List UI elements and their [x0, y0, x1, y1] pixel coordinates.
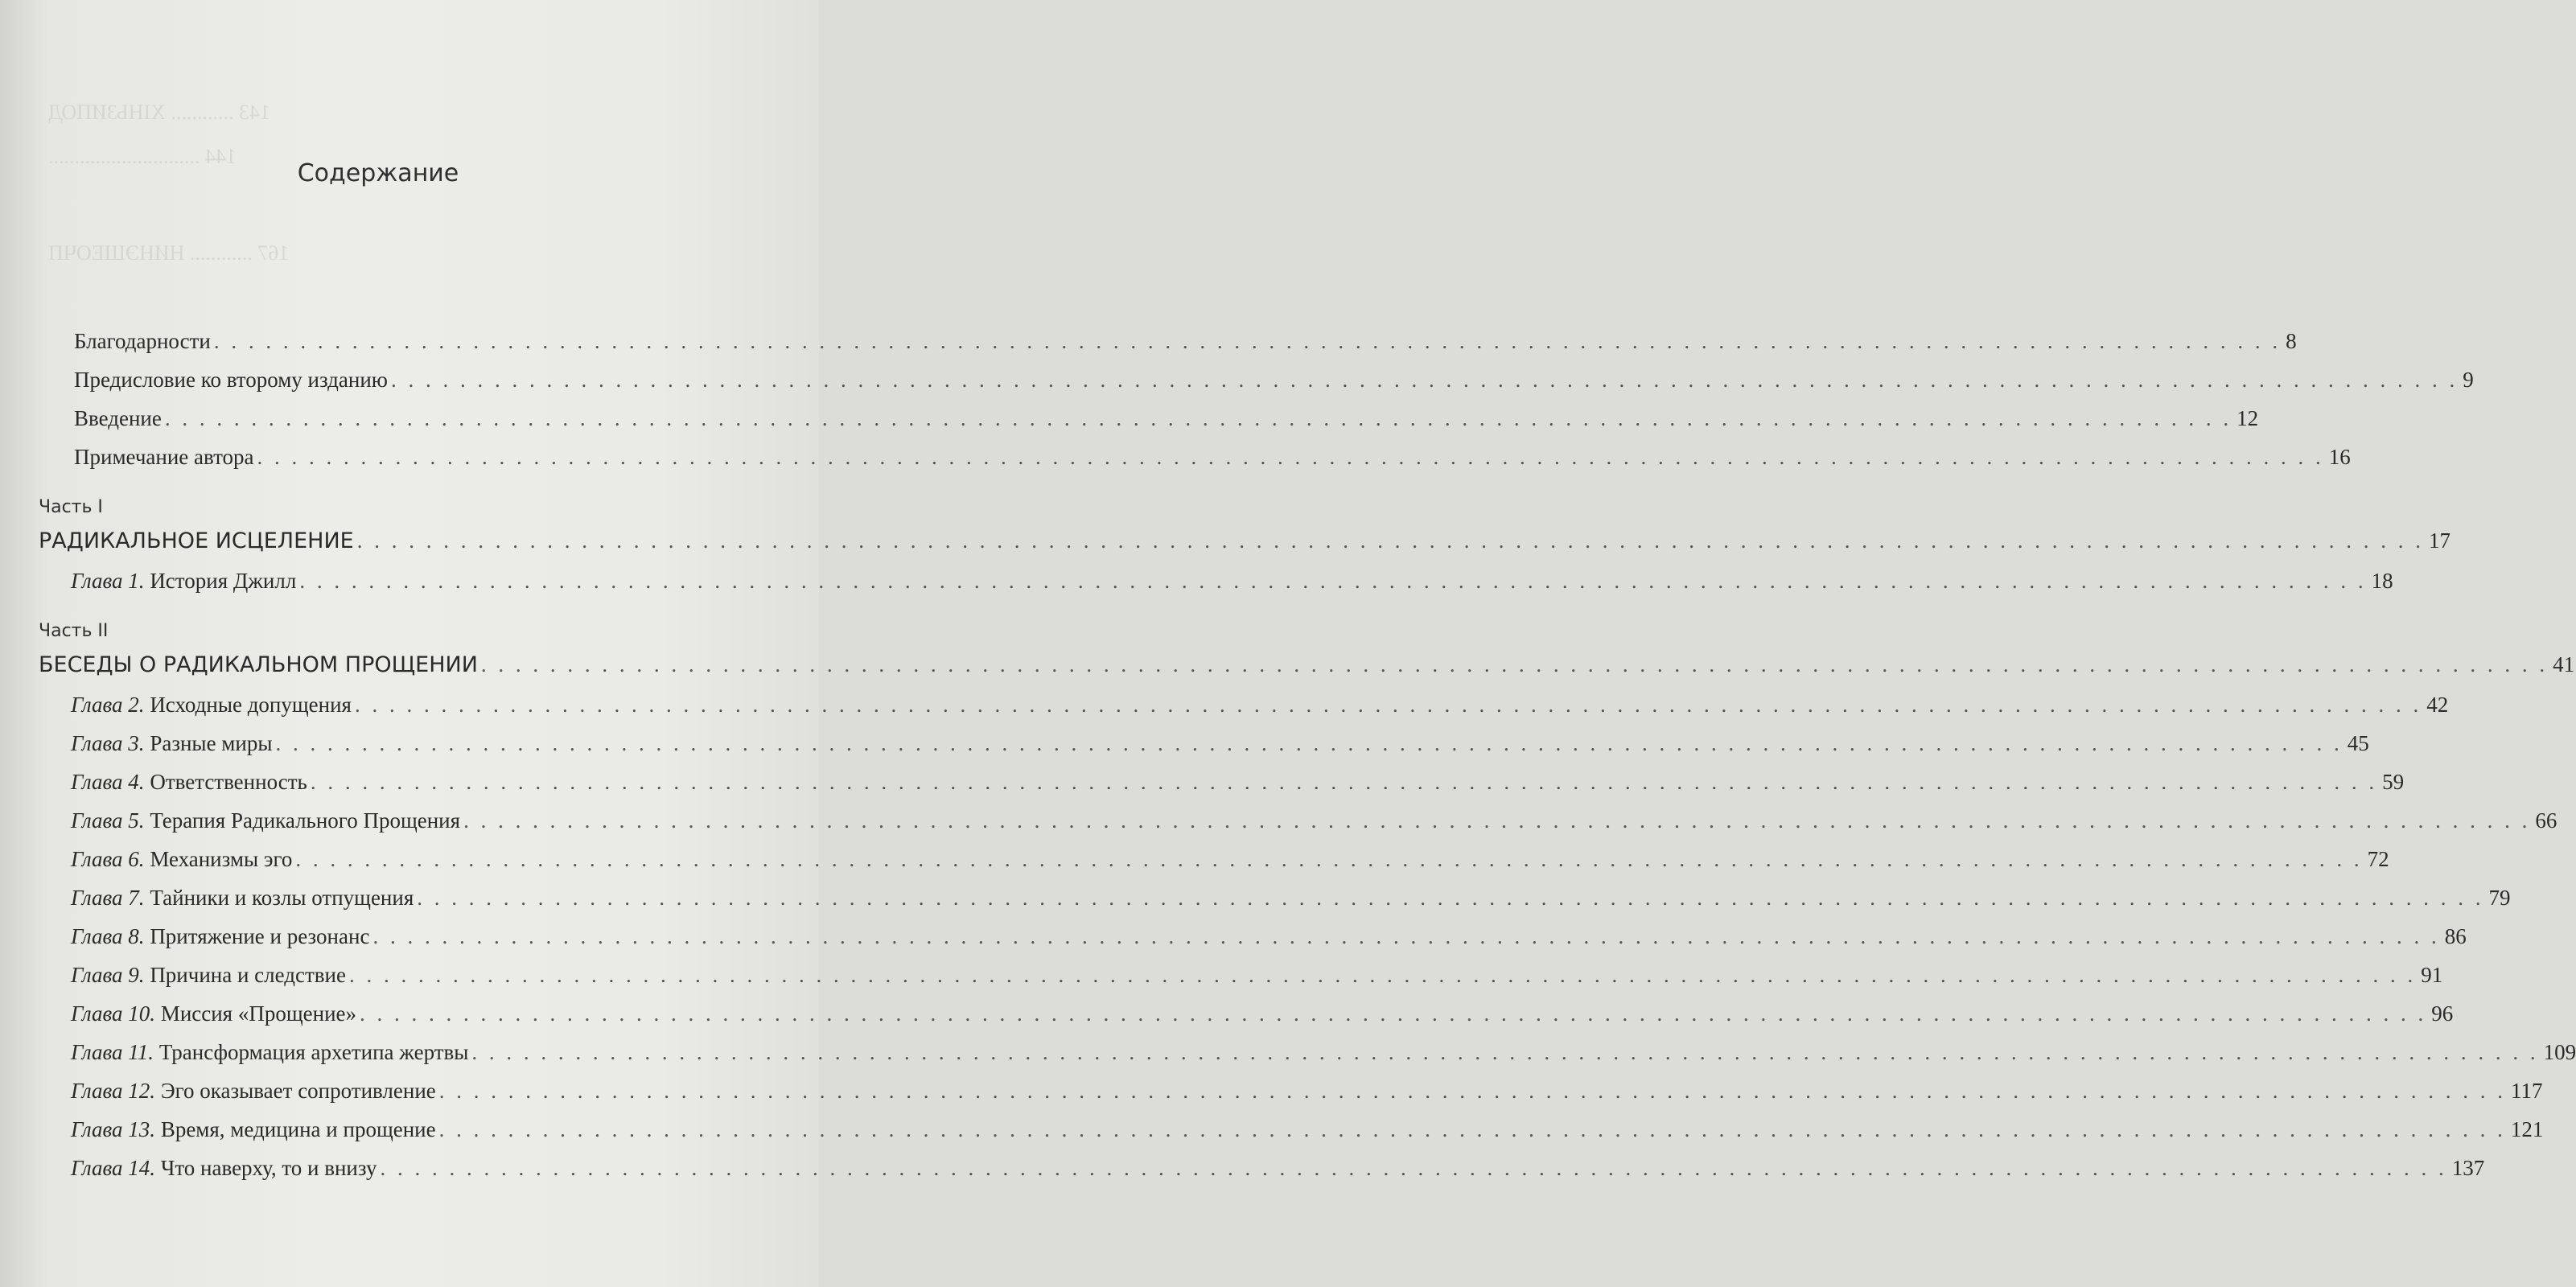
- table-of-contents: [39, 322, 2576, 1187]
- dot-leader: . . . . . . . . . . . . . . . . . . . . . . . . . . . . . . . . . . . . . . . . . . . . . . . . . . . . . . . . . . . . . . . . . . . . . . . . . . . . . . . . . . . . . . . . . . . . . . . . . . . . . . . . . . . . . . . . . . . . . . . .: [295, 847, 2363, 871]
- page-number: 18: [2371, 569, 2393, 593]
- page-number: 42: [2426, 693, 2449, 717]
- entry-title: Предисловие ко второму изданию: [74, 368, 388, 392]
- part-title-entry[interactable]: [39, 644, 2575, 685]
- page-number: 86: [2444, 924, 2467, 948]
- toc-entry-label: [71, 1071, 439, 1110]
- chapter-prefix: Глава 8.: [71, 924, 145, 948]
- page-number: 45: [2347, 731, 2369, 755]
- toc-entry-label: [71, 763, 311, 801]
- front-matter-list: [39, 322, 2474, 476]
- chapter-entry[interactable]: [39, 1110, 2544, 1149]
- front-matter-entry[interactable]: [39, 322, 2297, 360]
- front-matter-entry[interactable]: [39, 399, 2259, 438]
- show-through-text: 144 .............................: [48, 145, 237, 168]
- chapter-entry[interactable]: [39, 917, 2467, 956]
- chapter-prefix: Глава 14.: [71, 1156, 156, 1180]
- chapter-prefix: Глава 11.: [71, 1040, 154, 1064]
- chapter-title: Ответственность: [150, 770, 307, 794]
- page-number: 91: [2421, 963, 2443, 987]
- entry-title: Примечание автора: [74, 445, 254, 469]
- toc-entry-label: [71, 1149, 380, 1187]
- page-number: 16: [2328, 445, 2351, 469]
- part-title-entry[interactable]: [39, 520, 2450, 561]
- chapter-entry[interactable]: [39, 1033, 2576, 1071]
- chapter-prefix: Глава 9.: [71, 963, 145, 987]
- chapter-prefix: Глава 6.: [71, 847, 145, 871]
- chapter-title: Причина и следствие: [150, 963, 346, 987]
- chapter-prefix: Глава 13.: [71, 1117, 156, 1141]
- dot-leader: . . . . . . . . . . . . . . . . . . . . . . . . . . . . . . . . . . . . . . . . . . . . . . . . . . . . . . . . . . . . . . . . . . . . . . . . . . . . . . . . . . . . . . . . . . . . . . . . . . . . . . . . . . . . . . . . . . . . . . . .: [348, 963, 2417, 987]
- toc-entry-label: [39, 520, 357, 562]
- dot-leader: . . . . . . . . . . . . . . . . . . . . . . . . . . . . . . . . . . . . . . . . . . . . . . . . . . . . . . . . . . . . . . . . . . . . . . . . . . . . . . . . . . . . . . . . . . . . . . . . . . . . . . . . . . . . . . . . . . . . . . . .: [438, 1079, 2507, 1103]
- toc-entry-label: [39, 644, 481, 686]
- dot-leader: . . . . . . . . . . . . . . . . . . . . . . . . . . . . . . . . . . . . . . . . . . . . . . . . . . . . . . . . . . . . . . . . . . . . . . . . . . . . . . . . . . . . . . . . . . . . . . . . . . . . . . . . . . . . . . . . . . . . . . . .: [438, 1117, 2506, 1141]
- chapter-title: Миссия «Прощение»: [160, 1001, 357, 1026]
- page-number: 66: [2535, 808, 2557, 833]
- part-label: Часть I: [39, 497, 103, 517]
- chapter-title: Притяжение и резонанс: [150, 924, 370, 948]
- dot-leader: . . . . . . . . . . . . . . . . . . . . . . . . . . . . . . . . . . . . . . . . . . . . . . . . . . . . . . . . . . . . . . . . . . . . . . . . . . . . . . . . . . . . . . . . . . . . . . . . . . . . . . . . . . . . . . . . . . . . . . . .: [164, 406, 2232, 430]
- entry-title: Благодарности: [74, 329, 211, 353]
- chapter-title: Исходные допущения: [150, 693, 352, 717]
- chapter-prefix: Глава 2.: [71, 693, 145, 717]
- dot-leader: . . . . . . . . . . . . . . . . . . . . . . . . . . . . . . . . . . . . . . . . . . . . . . . . . . . . . . . . . . . . . . . . . . . . . . . . . . . . . . . . . . . . . . . . . . . . . . . . . . . . . . . . . . . . . . . . . . . . . . . .: [275, 731, 2343, 755]
- chapter-prefix: Глава 12.: [71, 1079, 156, 1103]
- chapter-prefix: Глава 4.: [71, 770, 145, 794]
- chapter-prefix: Глава 5.: [71, 808, 145, 833]
- chapter-entry[interactable]: [39, 840, 2389, 878]
- toc-entry-label: [71, 840, 295, 878]
- chapter-title: Что наверху, то и внизу: [160, 1156, 377, 1180]
- page-number: 72: [2367, 847, 2389, 871]
- page-number: 117: [2511, 1079, 2543, 1103]
- show-through-text: 167 ............ НИНЭШЕОЧП: [48, 241, 290, 265]
- chapter-entry[interactable]: [39, 561, 2393, 600]
- chapter-prefix: Глава 1.: [71, 569, 145, 593]
- chapter-prefix: Глава 7.: [71, 886, 145, 910]
- dot-leader: . . . . . . . . . . . . . . . . . . . . . . . . . . . . . . . . . . . . . . . . . . . . . . . . . . . . . . . . . . . . . . . . . . . . . . . . . . . . . . . . . . . . . . . . . . . . . . . . . . . . . . . . . . . . . . . . . . . . . . . .: [471, 1040, 2539, 1064]
- front-matter-entry[interactable]: [39, 360, 2474, 399]
- toc-entry-label: [71, 878, 417, 917]
- dot-leader: . . . . . . . . . . . . . . . . . . . . . . . . . . . . . . . . . . . . . . . . . . . . . . . . . . . . . . . . . . . . . . . . . . . . . . . . . . . . . . . . . . . . . . . . . . . . . . . . . . . . . . . . . . . . . . . . . . . . . . . .: [480, 652, 2549, 676]
- chapter-prefix: Глава 3.: [71, 731, 145, 755]
- chapter-title: Терапия Радикального Прощения: [150, 808, 461, 833]
- dot-leader: . . . . . . . . . . . . . . . . . . . . . . . . . . . . . . . . . . . . . . . . . . . . . . . . . . . . . . . . . . . . . . . . . . . . . . . . . . . . . . . . . . . . . . . . . . . . . . . . . . . . . . . . . . . . . . . . . . . . . . . .: [356, 528, 2424, 553]
- dot-leader: . . . . . . . . . . . . . . . . . . . . . . . . . . . . . . . . . . . . . . . . . . . . . . . . . . . . . . . . . . . . . . . . . . . . . . . . . . . . . . . . . . . . . . . . . . . . . . . . . . . . . . . . . . . . . . . . . . . . . . . .: [360, 1001, 2427, 1026]
- page-number: 12: [2237, 406, 2259, 430]
- page-number: 79: [2488, 886, 2511, 910]
- chapter-title: Трансформация архетипа жертвы: [158, 1040, 469, 1064]
- page-number: 17: [2428, 528, 2450, 553]
- chapter-title: Эго оказывает сопротивление: [160, 1079, 436, 1103]
- chapter-entry[interactable]: [39, 994, 2454, 1033]
- page-number: 137: [2451, 1156, 2485, 1180]
- toc-entry-label: [71, 801, 463, 840]
- chapter-title: История Джилл: [150, 569, 297, 593]
- chapter-title: Механизмы эго: [150, 847, 293, 871]
- page-number: 109: [2543, 1040, 2576, 1064]
- page-number: 9: [2463, 368, 2474, 392]
- toc-entry-label: [71, 685, 355, 724]
- entry-title: Введение: [74, 406, 162, 430]
- dot-leader: . . . . . . . . . . . . . . . . . . . . . . . . . . . . . . . . . . . . . . . . . . . . . . . . . . . . . . . . . . . . . . . . . . . . . . . . . . . . . . . . . . . . . . . . . . . . . . . . . . . . . . . . . . . . . . . . . . . . . . . .: [380, 1156, 2447, 1180]
- toc-entry-label: [71, 1110, 439, 1149]
- dot-leader: . . . . . . . . . . . . . . . . . . . . . . . . . . . . . . . . . . . . . . . . . . . . . . . . . . . . . . . . . . . . . . . . . . . . . . . . . . . . . . . . . . . . . . . . . . . . . . . . . . . . . . . . . . . . . . . . . . . . . . . .: [213, 329, 2282, 353]
- dot-leader: . . . . . . . . . . . . . . . . . . . . . . . . . . . . . . . . . . . . . . . . . . . . . . . . . . . . . . . . . . . . . . . . . . . . . . . . . . . . . . . . . . . . . . . . . . . . . . . . . . . . . . . . . . . . . . . . . . . . . . . .: [390, 368, 2459, 392]
- chapter-entry[interactable]: [39, 801, 2557, 840]
- chapter-entry[interactable]: [39, 1149, 2485, 1187]
- page-number: 41: [2553, 652, 2575, 676]
- part-title: БЕСЕДЫ О РАДИКАЛЬНОМ ПРОЩЕНИИ: [39, 652, 478, 677]
- chapter-title: Тайники и козлы отпущения: [150, 886, 414, 910]
- chapter-title: Время, медицина и прощение: [160, 1117, 436, 1141]
- dot-leader: . . . . . . . . . . . . . . . . . . . . . . . . . . . . . . . . . . . . . . . . . . . . . . . . . . . . . . . . . . . . . . . . . . . . . . . . . . . . . . . . . . . . . . . . . . . . . . . . . . . . . . . . . . . . . . . . . . . . . . . .: [463, 808, 2531, 833]
- page-number: 8: [2286, 329, 2297, 353]
- chapter-prefix: Глава 10.: [71, 1001, 156, 1026]
- chapter-entry[interactable]: [39, 956, 2443, 994]
- chapter-entry[interactable]: [39, 685, 2449, 724]
- page-number: 96: [2431, 1001, 2454, 1026]
- toc-heading: Содержание: [297, 159, 459, 187]
- dot-leader: . . . . . . . . . . . . . . . . . . . . . . . . . . . . . . . . . . . . . . . . . . . . . . . . . . . . . . . . . . . . . . . . . . . . . . . . . . . . . . . . . . . . . . . . . . . . . . . . . . . . . . . . . . . . . . . . . . . . . . . .: [299, 569, 2367, 593]
- chapter-entry[interactable]: [39, 724, 2369, 763]
- dot-leader: . . . . . . . . . . . . . . . . . . . . . . . . . . . . . . . . . . . . . . . . . . . . . . . . . . . . . . . . . . . . . . . . . . . . . . . . . . . . . . . . . . . . . . . . . . . . . . . . . . . . . . . . . . . . . . . . . . . . . . . .: [372, 924, 2440, 948]
- dot-leader: . . . . . . . . . . . . . . . . . . . . . . . . . . . . . . . . . . . . . . . . . . . . . . . . . . . . . . . . . . . . . . . . . . . . . . . . . . . . . . . . . . . . . . . . . . . . . . . . . . . . . . . . . . . . . . . . . . . . . . . .: [354, 693, 2422, 717]
- toc-entry-label: [71, 956, 349, 994]
- page-number: 59: [2382, 770, 2405, 794]
- page-number: 121: [2510, 1117, 2544, 1141]
- toc-entry-label: [71, 994, 360, 1033]
- toc-entry-label: [71, 1033, 471, 1071]
- dot-leader: . . . . . . . . . . . . . . . . . . . . . . . . . . . . . . . . . . . . . . . . . . . . . . . . . . . . . . . . . . . . . . . . . . . . . . . . . . . . . . . . . . . . . . . . . . . . . . . . . . . . . . . . . . . . . . . . . . . . . . . .: [417, 886, 2484, 910]
- toc-entry-label: [71, 561, 299, 600]
- chapter-entry[interactable]: [39, 1071, 2543, 1110]
- show-through-text: 143 ............ ХІНЬЗИПОД: [48, 101, 270, 124]
- dot-leader: . . . . . . . . . . . . . . . . . . . . . . . . . . . . . . . . . . . . . . . . . . . . . . . . . . . . . . . . . . . . . . . . . . . . . . . . . . . . . . . . . . . . . . . . . . . . . . . . . . . . . . . . . . . . . . . . . . . . . . . .: [310, 770, 2378, 794]
- chapter-title: Разные миры: [150, 731, 273, 755]
- chapter-entry[interactable]: [39, 878, 2511, 917]
- toc-entry-label: [74, 322, 214, 360]
- dot-leader: . . . . . . . . . . . . . . . . . . . . . . . . . . . . . . . . . . . . . . . . . . . . . . . . . . . . . . . . . . . . . . . . . . . . . . . . . . . . . . . . . . . . . . . . . . . . . . . . . . . . . . . . . . . . . . . . . . . . . . . .: [257, 445, 2324, 469]
- part-title: РАДИКАЛЬНОЕ ИСЦЕЛЕНИЕ: [39, 528, 354, 553]
- chapter-entry[interactable]: [39, 763, 2405, 801]
- toc-entry-label: [71, 917, 372, 956]
- toc-entry-label: [71, 724, 275, 763]
- part-label: Часть II: [39, 621, 109, 641]
- toc-entry-label: [74, 438, 257, 476]
- toc-entry-label: [74, 399, 165, 438]
- front-matter-entry[interactable]: [39, 438, 2351, 476]
- toc-entry-label: [74, 360, 391, 399]
- parts-list: [39, 495, 2576, 1187]
